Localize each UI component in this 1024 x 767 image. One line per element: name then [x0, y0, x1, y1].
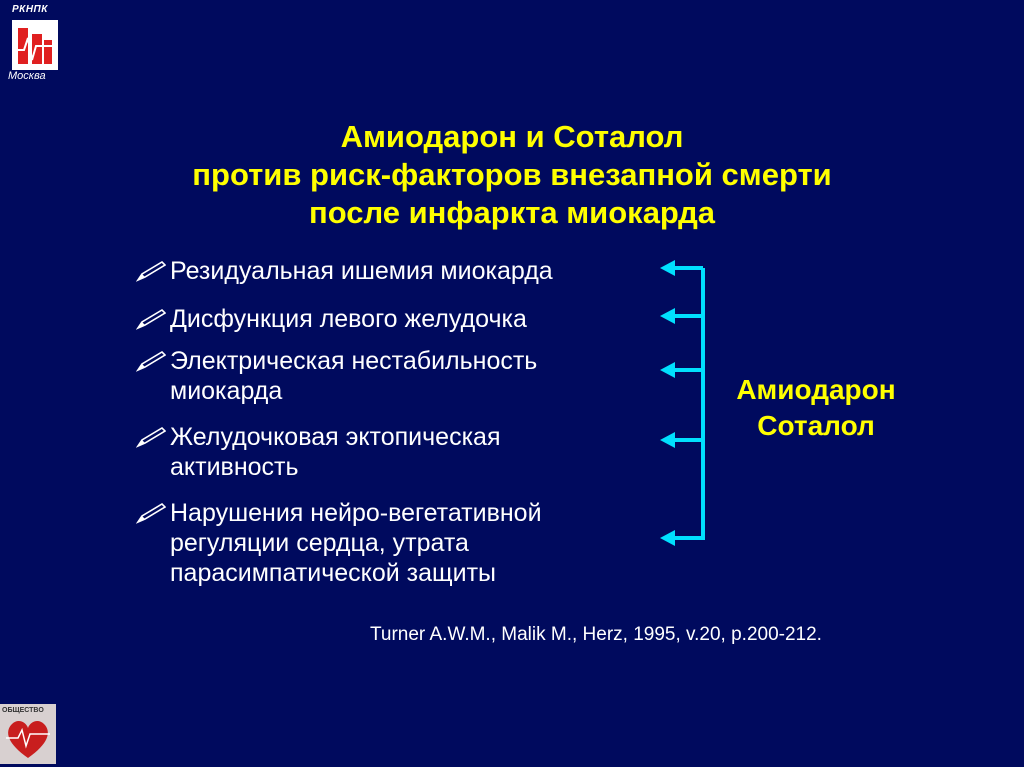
bullet-line: Резидуальная ишемия миокарда — [170, 257, 553, 285]
logo-bottom — [0, 704, 56, 764]
logo-bottom-text: ОБЩЕСТВО — [2, 707, 44, 714]
title-line-2: против риск-факторов внезапной смерти — [192, 157, 832, 192]
arrow-left-icon — [660, 432, 703, 448]
bullet-line: регуляции сердца, утрата — [170, 529, 469, 557]
drug-name-1: Амиодарон — [736, 374, 896, 405]
bullet-line: активность — [170, 453, 299, 481]
title-line-1: Амиодарон и Соталол — [340, 119, 684, 154]
arrow-left-icon — [660, 530, 703, 546]
drug-name-2: Соталол — [757, 410, 875, 441]
reference-citation: Turner A.W.M., Malik M., Herz, 1995, v.20, p.200-212. — [370, 624, 822, 645]
bullet-line: Нарушения нейро-вегетативной — [170, 499, 542, 527]
bullet-line: парасимпатической защиты — [170, 559, 496, 587]
bullet-line: Желудочковая эктопическая — [170, 423, 501, 451]
logo-org-text: РКНПК — [12, 4, 48, 15]
arrow-left-icon — [660, 362, 703, 378]
drug-names — [716, 372, 916, 444]
title-line-3: после инфаркта миокарда — [308, 195, 716, 230]
bullet-line: Электрическая нестабильность — [170, 347, 538, 375]
bullet-line: миокарда — [170, 377, 283, 405]
logo-city-text: Москва — [8, 70, 46, 82]
arrow-left-icon — [660, 308, 703, 324]
bullet-line: Дисфункция левого желудочка — [170, 305, 527, 333]
heart-logo-icon — [0, 704, 56, 764]
arrow-left-icon — [660, 260, 703, 276]
